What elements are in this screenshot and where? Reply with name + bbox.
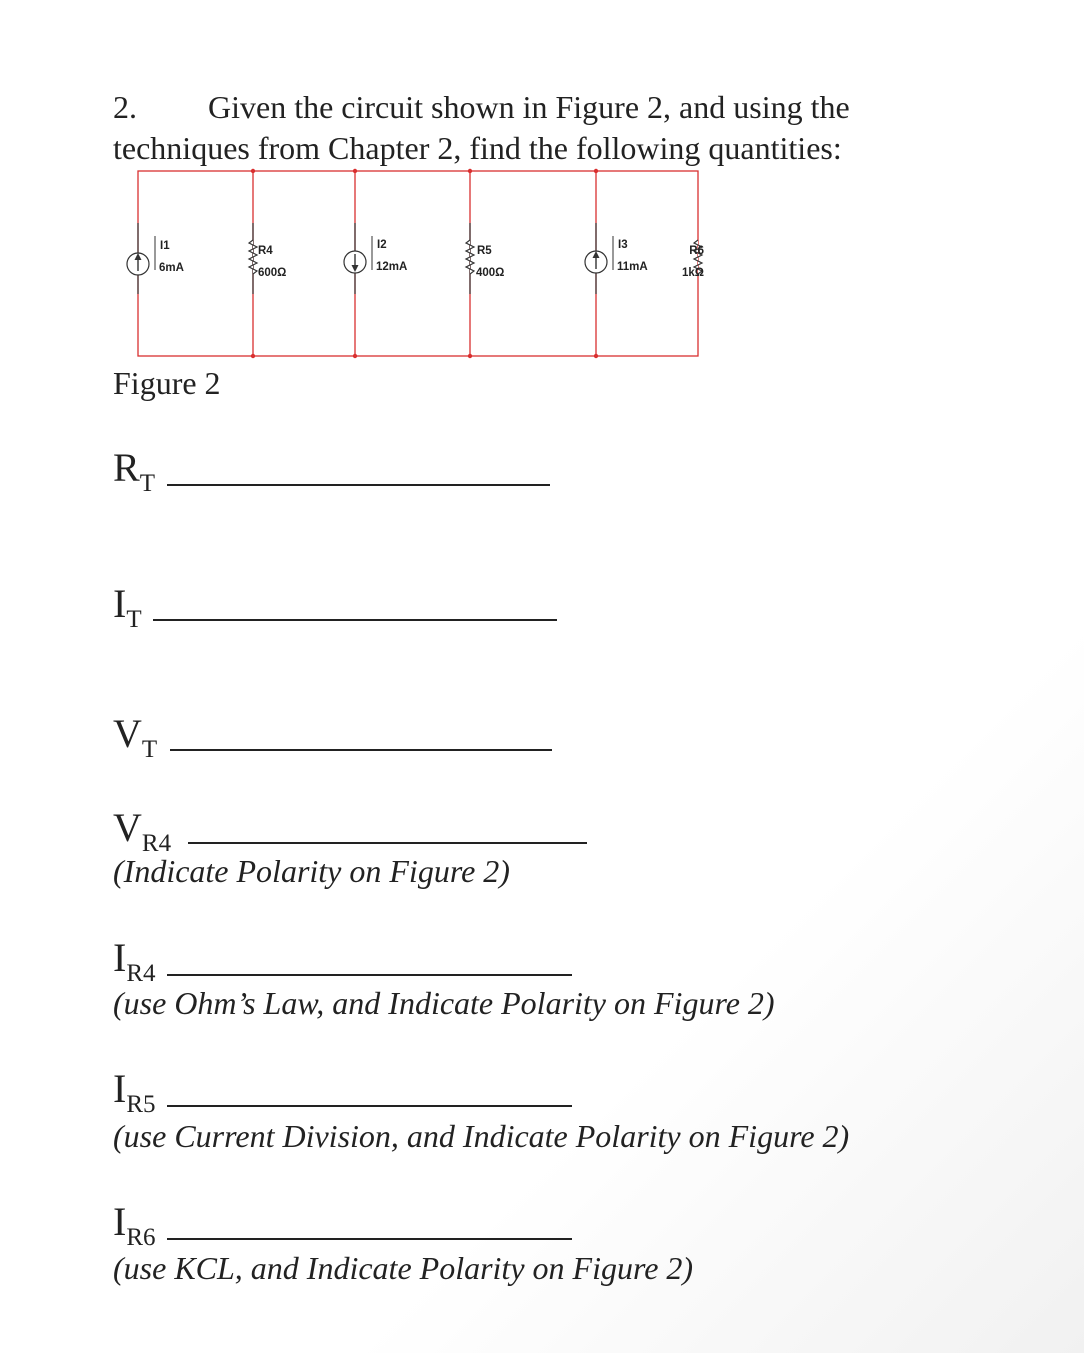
answer-note-ir4: (use Ohm’s Law, and Indicate Polarity on Figure 2) [113,985,775,1021]
answer-blank-vr4[interactable] [188,842,587,844]
junction-dot [353,169,357,173]
resistor-r6-value: 1kΩ [681,267,704,279]
answer-ir6 [113,1199,156,1251]
junction-dot [594,169,598,173]
resistor-r6-name: R6 [689,245,704,257]
answer-note-ir5: (use Current Division, and Indicate Polarity on Figure 2) [113,1118,850,1154]
answer-blank-ir4[interactable] [167,974,572,976]
answer-subscript: R6 [126,1224,156,1251]
outer-wire-loop [138,171,698,356]
source-i2-name: I2 [377,239,387,251]
answer-subscript: R4 [126,960,156,987]
junction-dots [251,169,598,358]
junction-dot [594,354,598,358]
junction-dot [353,354,357,358]
resistor-r4 [249,223,286,294]
junction-dot [468,354,472,358]
resistor-r5-value: 400Ω [476,267,505,279]
answer-it [113,581,142,633]
question-number: 2. [113,89,137,125]
answer-ir5 [113,1066,156,1118]
junction-dot [468,169,472,173]
current-source-i2 [344,223,407,294]
answer-symbol: I [113,1066,127,1111]
answer-symbol: I [113,1199,127,1244]
source-i2-value: 12mA [376,261,408,273]
answer-symbol: V [113,805,142,850]
source-i1-name: I1 [160,240,170,252]
question-text-2: techniques from Chapter 2, find the following quantities: [113,130,842,166]
answer-note-vr4: (Indicate Polarity on Figure 2) [113,853,510,889]
answer-blank-ir6[interactable] [167,1238,572,1240]
answer-vr4 [113,805,172,857]
resistor-zigzag [249,240,257,274]
answer-subscript: R5 [126,1091,156,1118]
source-i1-value: 6mA [159,262,184,274]
current-source-i3 [585,223,648,294]
resistor-r5 [466,223,504,294]
answer-blank-it[interactable] [153,619,557,621]
junction-dot [251,169,255,173]
answer-blank-vt[interactable] [170,749,552,751]
answer-subscript: T [141,736,158,763]
answer-subscript: R4 [141,830,172,857]
answer-ir4 [113,935,156,987]
resistor-r5-name: R5 [477,245,492,257]
answer-symbol: I [113,935,127,980]
question-text-1: Given the circuit shown in Figure 2, and using the [208,89,850,125]
source-i3-name: I3 [618,239,628,251]
junction-dot [251,354,255,358]
source-i3-value: 11mA [617,261,648,273]
answer-subscript: T [126,606,142,633]
circuit-diagram [100,160,710,365]
answer-note-ir6: (use KCL, and Indicate Polarity on Figure 2) [113,1250,694,1286]
answer-subscript: T [139,470,155,497]
answer-blank-rt[interactable] [167,484,550,486]
question-line-1 [113,88,850,126]
resistor-r4-name: R4 [258,245,273,257]
current-source-i1 [127,223,184,294]
answer-symbol: R [113,445,140,490]
resistor-zigzag [466,240,474,274]
answer-vt [113,711,158,763]
figure-label: Figure 2 [113,365,221,401]
answer-symbol: I [113,581,127,626]
answer-blank-ir5[interactable] [167,1105,572,1107]
resistor-r4-value: 600Ω [258,267,287,279]
resistor-r6 [682,240,704,279]
answer-symbol: V [113,711,142,756]
answer-rt [113,445,155,497]
circuit-wires [138,171,698,356]
